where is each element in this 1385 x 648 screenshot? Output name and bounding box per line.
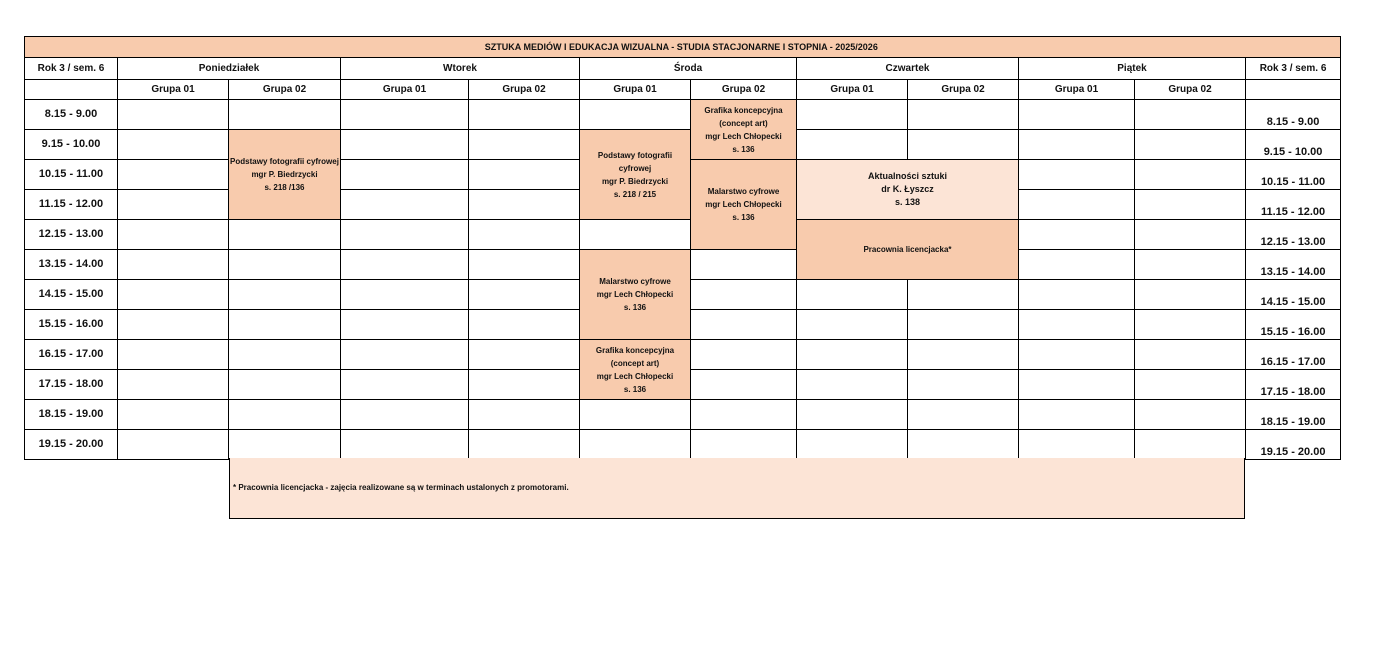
empty-cell <box>908 370 1019 400</box>
empty-cell <box>1019 160 1135 190</box>
empty-cell <box>341 190 469 220</box>
class-name: Podstawy fotografii cyfrowej <box>230 157 339 166</box>
empty-cell <box>341 340 469 370</box>
class-name: Podstawy fotografii cyfrowej <box>597 150 673 173</box>
empty-cell <box>691 400 797 430</box>
time-label: 10.15 - 11.00 <box>25 160 118 190</box>
class-wed-g1-foto <box>580 130 691 220</box>
empty-cell <box>797 100 908 130</box>
class-teacher: mgr Lech Chłopecki <box>705 131 782 141</box>
time-label: 15.15 - 16.00 <box>25 310 118 340</box>
time-label: 11.15 - 12.00 <box>25 190 118 220</box>
empty-cell <box>908 130 1019 160</box>
empty-cell <box>341 400 469 430</box>
empty-cell <box>1019 220 1135 250</box>
empty-cell <box>1019 430 1135 460</box>
empty-cell <box>1135 400 1246 430</box>
empty-cell <box>118 220 229 250</box>
empty-cell <box>469 370 580 400</box>
empty-cell <box>1135 370 1246 400</box>
group-header: Grupa 02 <box>908 80 1019 100</box>
time-label-right: 9.15 - 10.00 <box>1246 130 1341 160</box>
class-name: Grafika koncepcyjna <box>595 345 675 355</box>
group-header: Grupa 01 <box>341 80 469 100</box>
empty-cell <box>118 160 229 190</box>
empty-cell <box>580 400 691 430</box>
group-header-empty <box>25 80 118 100</box>
empty-cell <box>797 430 908 460</box>
empty-cell <box>341 160 469 190</box>
empty-cell <box>691 310 797 340</box>
day-monday: Poniedziałek <box>118 58 341 80</box>
empty-cell <box>469 160 580 190</box>
schedule-title: SZTUKA MEDIÓW I EDUKACJA WIZUALNA - STUDIA STACJONARNE I STOPNIA - 2025/2026 <box>25 37 1341 58</box>
empty-cell <box>229 250 341 280</box>
empty-cell <box>341 100 469 130</box>
class-name: Malarstwo cyfrowe <box>707 187 780 196</box>
empty-cell <box>691 340 797 370</box>
empty-cell <box>691 370 797 400</box>
empty-cell <box>469 310 580 340</box>
time-label: 12.15 - 13.00 <box>25 220 118 250</box>
empty-cell <box>229 100 341 130</box>
corner-label-right: Rok 3 / sem. 6 <box>1246 58 1341 80</box>
empty-cell <box>229 220 341 250</box>
empty-cell <box>341 250 469 280</box>
empty-cell <box>469 130 580 160</box>
time-label: 9.15 - 10.00 <box>25 130 118 160</box>
empty-cell <box>1135 310 1246 340</box>
class-room: s. 136 <box>732 144 755 154</box>
empty-cell <box>118 280 229 310</box>
group-header: Grupa 01 <box>1019 80 1135 100</box>
empty-cell <box>118 250 229 280</box>
empty-cell <box>908 340 1019 370</box>
empty-cell <box>1135 220 1246 250</box>
time-label-right: 16.15 - 17.00 <box>1246 340 1341 370</box>
empty-cell <box>1135 100 1246 130</box>
empty-cell <box>469 100 580 130</box>
empty-cell <box>229 430 341 460</box>
empty-cell <box>1019 100 1135 130</box>
class-room: s. 136 <box>732 213 755 222</box>
group-header: Grupa 01 <box>797 80 908 100</box>
empty-cell <box>1135 160 1246 190</box>
empty-cell <box>691 250 797 280</box>
empty-cell <box>797 310 908 340</box>
empty-cell <box>229 370 341 400</box>
empty-cell <box>341 310 469 340</box>
empty-cell <box>1019 310 1135 340</box>
day-tuesday: Wtorek <box>341 58 580 80</box>
empty-cell <box>469 280 580 310</box>
empty-cell <box>229 340 341 370</box>
class-thu-pracownia <box>797 220 1019 280</box>
group-header: Grupa 02 <box>229 80 341 100</box>
empty-cell <box>908 280 1019 310</box>
class-room: s. 136 <box>623 303 647 312</box>
empty-cell <box>118 100 229 130</box>
empty-cell <box>797 280 908 310</box>
empty-cell <box>341 430 469 460</box>
empty-cell <box>118 400 229 430</box>
time-label: 13.15 - 14.00 <box>25 250 118 280</box>
empty-cell <box>469 220 580 250</box>
empty-cell <box>580 430 691 460</box>
class-teacher: mgr P. Biedrzycki <box>601 176 669 186</box>
time-label-right: 13.15 - 14.00 <box>1246 250 1341 280</box>
empty-cell <box>469 340 580 370</box>
time-label-right: 19.15 - 20.00 <box>1246 430 1341 460</box>
empty-cell <box>469 430 580 460</box>
empty-cell <box>229 280 341 310</box>
empty-cell <box>797 340 908 370</box>
group-header: Grupa 01 <box>580 80 691 100</box>
class-subtitle: (concept art) <box>719 118 768 128</box>
empty-cell <box>1019 370 1135 400</box>
class-teacher: mgr Lech Chłopecki <box>596 371 674 381</box>
class-teacher: mgr Lech Chłopecki <box>596 290 674 299</box>
empty-cell <box>1135 430 1246 460</box>
group-header: Grupa 02 <box>691 80 797 100</box>
time-label: 8.15 - 9.00 <box>25 100 118 130</box>
group-header-empty <box>1246 80 1341 100</box>
empty-cell <box>908 310 1019 340</box>
class-wed-g1-malarstwo <box>580 250 691 340</box>
empty-cell <box>341 130 469 160</box>
time-label-right: 18.15 - 19.00 <box>1246 400 1341 430</box>
empty-cell <box>1135 280 1246 310</box>
empty-cell <box>797 130 908 160</box>
empty-cell <box>1019 190 1135 220</box>
empty-cell <box>341 220 469 250</box>
time-label: 14.15 - 15.00 <box>25 280 118 310</box>
day-friday: Piątek <box>1019 58 1246 80</box>
empty-cell <box>118 130 229 160</box>
empty-cell <box>1135 250 1246 280</box>
empty-cell <box>797 370 908 400</box>
class-thu-aktualnosci <box>797 160 1019 220</box>
empty-cell <box>1019 280 1135 310</box>
empty-cell <box>118 340 229 370</box>
day-wednesday: Środa <box>580 58 797 80</box>
time-label-right: 17.15 - 18.00 <box>1246 370 1341 400</box>
schedule-table <box>24 36 1341 460</box>
empty-cell <box>341 370 469 400</box>
time-label-right: 15.15 - 16.00 <box>1246 310 1341 340</box>
empty-cell <box>691 280 797 310</box>
class-room: s. 136 <box>623 384 647 394</box>
day-thursday: Czwartek <box>797 58 1019 80</box>
empty-cell <box>908 400 1019 430</box>
class-name: Grafika koncepcyjna <box>704 105 783 115</box>
empty-cell <box>691 430 797 460</box>
empty-cell <box>118 190 229 220</box>
time-label-right: 8.15 - 9.00 <box>1246 100 1341 130</box>
footnote-text: * Pracownia licencjacka - zajęcia realizowane są w terminach ustalonych z promotorami. <box>233 483 569 492</box>
time-label: 17.15 - 18.00 <box>25 370 118 400</box>
class-teacher: mgr Lech Chłopecki <box>705 200 782 209</box>
empty-cell <box>797 400 908 430</box>
empty-cell <box>118 370 229 400</box>
empty-cell <box>469 250 580 280</box>
footnote-box <box>229 458 1245 519</box>
class-mon-g2-foto <box>229 130 341 220</box>
empty-cell <box>580 220 691 250</box>
empty-cell <box>1135 130 1246 160</box>
empty-cell <box>1019 250 1135 280</box>
time-label: 18.15 - 19.00 <box>25 400 118 430</box>
empty-cell <box>229 400 341 430</box>
empty-cell <box>118 310 229 340</box>
class-name: Pracownia licencjacka* <box>863 245 952 254</box>
empty-cell <box>469 190 580 220</box>
class-name: Malarstwo cyfrowe <box>599 277 671 286</box>
class-teacher: mgr P. Biedrzycki <box>251 170 318 179</box>
empty-cell <box>1019 400 1135 430</box>
empty-cell <box>229 310 341 340</box>
corner-label-left: Rok 3 / sem. 6 <box>25 58 118 80</box>
class-room: s. 218 / 215 <box>613 189 657 199</box>
empty-cell <box>1135 340 1246 370</box>
group-header: Grupa 01 <box>118 80 229 100</box>
class-wed-g1-grafika <box>580 340 691 400</box>
empty-cell <box>580 100 691 130</box>
empty-cell <box>908 430 1019 460</box>
empty-cell <box>1019 340 1135 370</box>
group-header: Grupa 02 <box>1135 80 1246 100</box>
class-name: Aktualności sztuki <box>867 171 948 181</box>
time-label-right: 10.15 - 11.00 <box>1246 160 1341 190</box>
group-header: Grupa 02 <box>469 80 580 100</box>
empty-cell <box>341 280 469 310</box>
class-subtitle: (concept art) <box>610 358 660 368</box>
empty-cell <box>1135 190 1246 220</box>
time-label-right: 12.15 - 13.00 <box>1246 220 1341 250</box>
time-label: 19.15 - 20.00 <box>25 430 118 460</box>
empty-cell <box>469 400 580 430</box>
time-label-right: 11.15 - 12.00 <box>1246 190 1341 220</box>
class-room: s. 138 <box>894 197 921 207</box>
class-wed-g2-grafika <box>691 100 797 160</box>
empty-cell <box>1019 130 1135 160</box>
class-room: s. 218 /136 <box>264 183 305 192</box>
empty-cell <box>908 100 1019 130</box>
class-teacher: dr K. Łyszcz <box>881 184 934 194</box>
time-label: 16.15 - 17.00 <box>25 340 118 370</box>
time-label-right: 14.15 - 15.00 <box>1246 280 1341 310</box>
empty-cell <box>118 430 229 460</box>
class-wed-g2-malarstwo <box>691 160 797 250</box>
